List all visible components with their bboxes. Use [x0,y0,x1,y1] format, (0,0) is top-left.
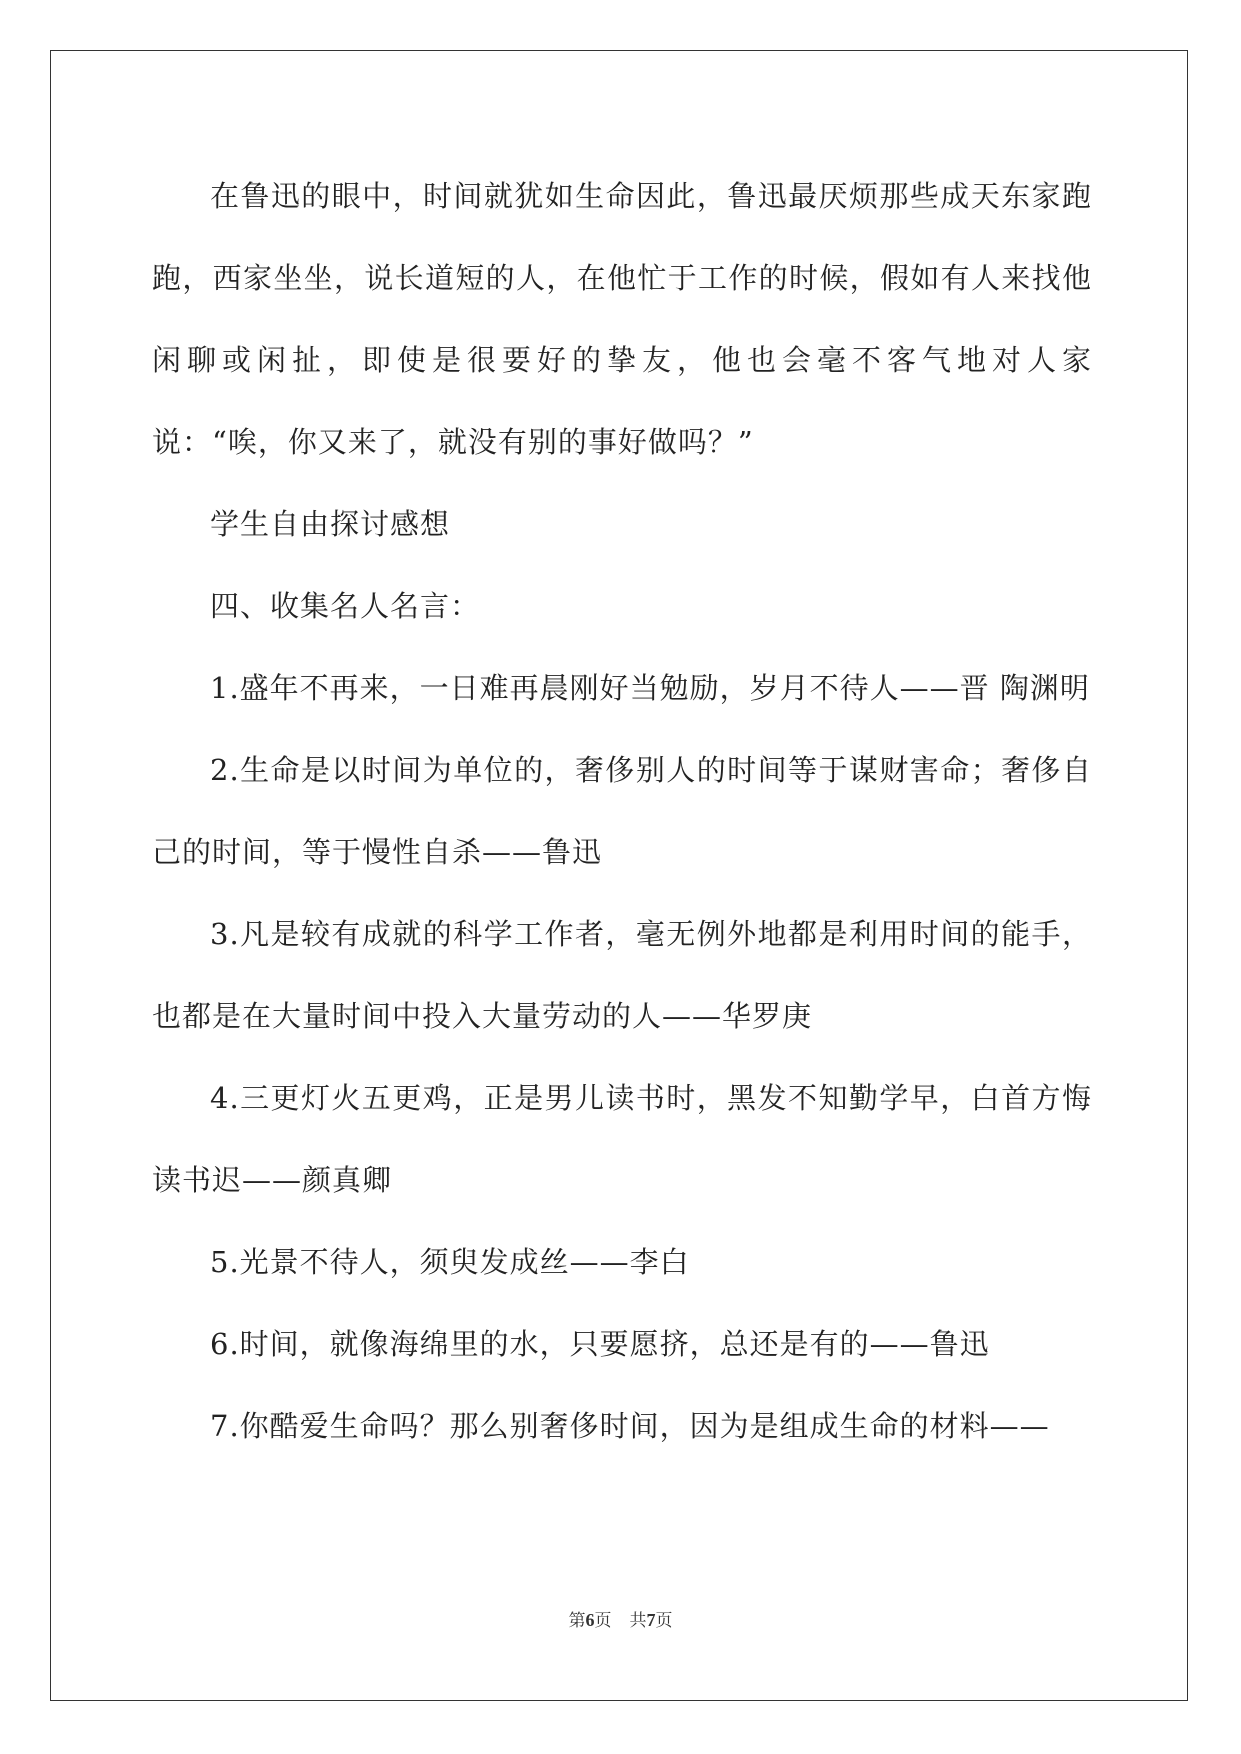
quote-item-5: 5.光景不待人，须臾发成丝——李白 [210,1245,690,1279]
page-number-current: 6 [585,1610,595,1630]
section-heading-quotes: 四、收集名人名言： [210,589,481,623]
quote-item-3: 3.凡是较有成就的科学工作者，毫无例外地都是利用时间的能手，也都是在大量时间中投入大量劳动的人——华罗庚 [152,917,1092,1033]
quote-item-7: 7.你酷爱生命吗？那么别奢侈时间，因为是组成生命的材料—— [210,1409,1050,1443]
quote-item-6: 6.时间，就像海绵里的水，只要愿挤，总还是有的——鲁迅 [210,1327,990,1361]
quote-item-4: 4.三更灯火五更鸡，正是男儿读书时，黑发不知勤学早，白首方悔读书迟——颜真卿 [152,1081,1092,1197]
document-body [152,155,1092,1467]
page-number-total: 7 [646,1610,656,1630]
paragraph-lu-xun-anecdote: 在鲁迅的眼中，时间就犹如生命因此，鲁迅最厌烦那些成天东家跑跑，西家坐坐，说长道短的人，在他忙于工作的时候，假如有人来找他闲聊或闲扯，即使是很要好的挚友，他也会毫不客气地对人家说：“唉，你又来了，就没有别的事好做吗？” [152,179,1092,459]
page-total-prefix: 共 [629,1611,647,1631]
page-total-unit: 页 [655,1611,673,1631]
page-number-unit: 页 [594,1611,612,1631]
quote-item-1: 1.盛年不再来，一日难再晨刚好当勉励，岁月不待人——晋 陶渊明 [210,671,1090,705]
quote-item-2: 2.生命是以时间为单位的，奢侈别人的时间等于谋财害命；奢侈自己的时间，等于慢性自杀——鲁迅 [152,753,1092,869]
paragraph-student-discussion: 学生自由探讨感想 [210,507,451,541]
page-footer [0,1606,1241,1631]
page-number-prefix: 第 [568,1611,586,1631]
